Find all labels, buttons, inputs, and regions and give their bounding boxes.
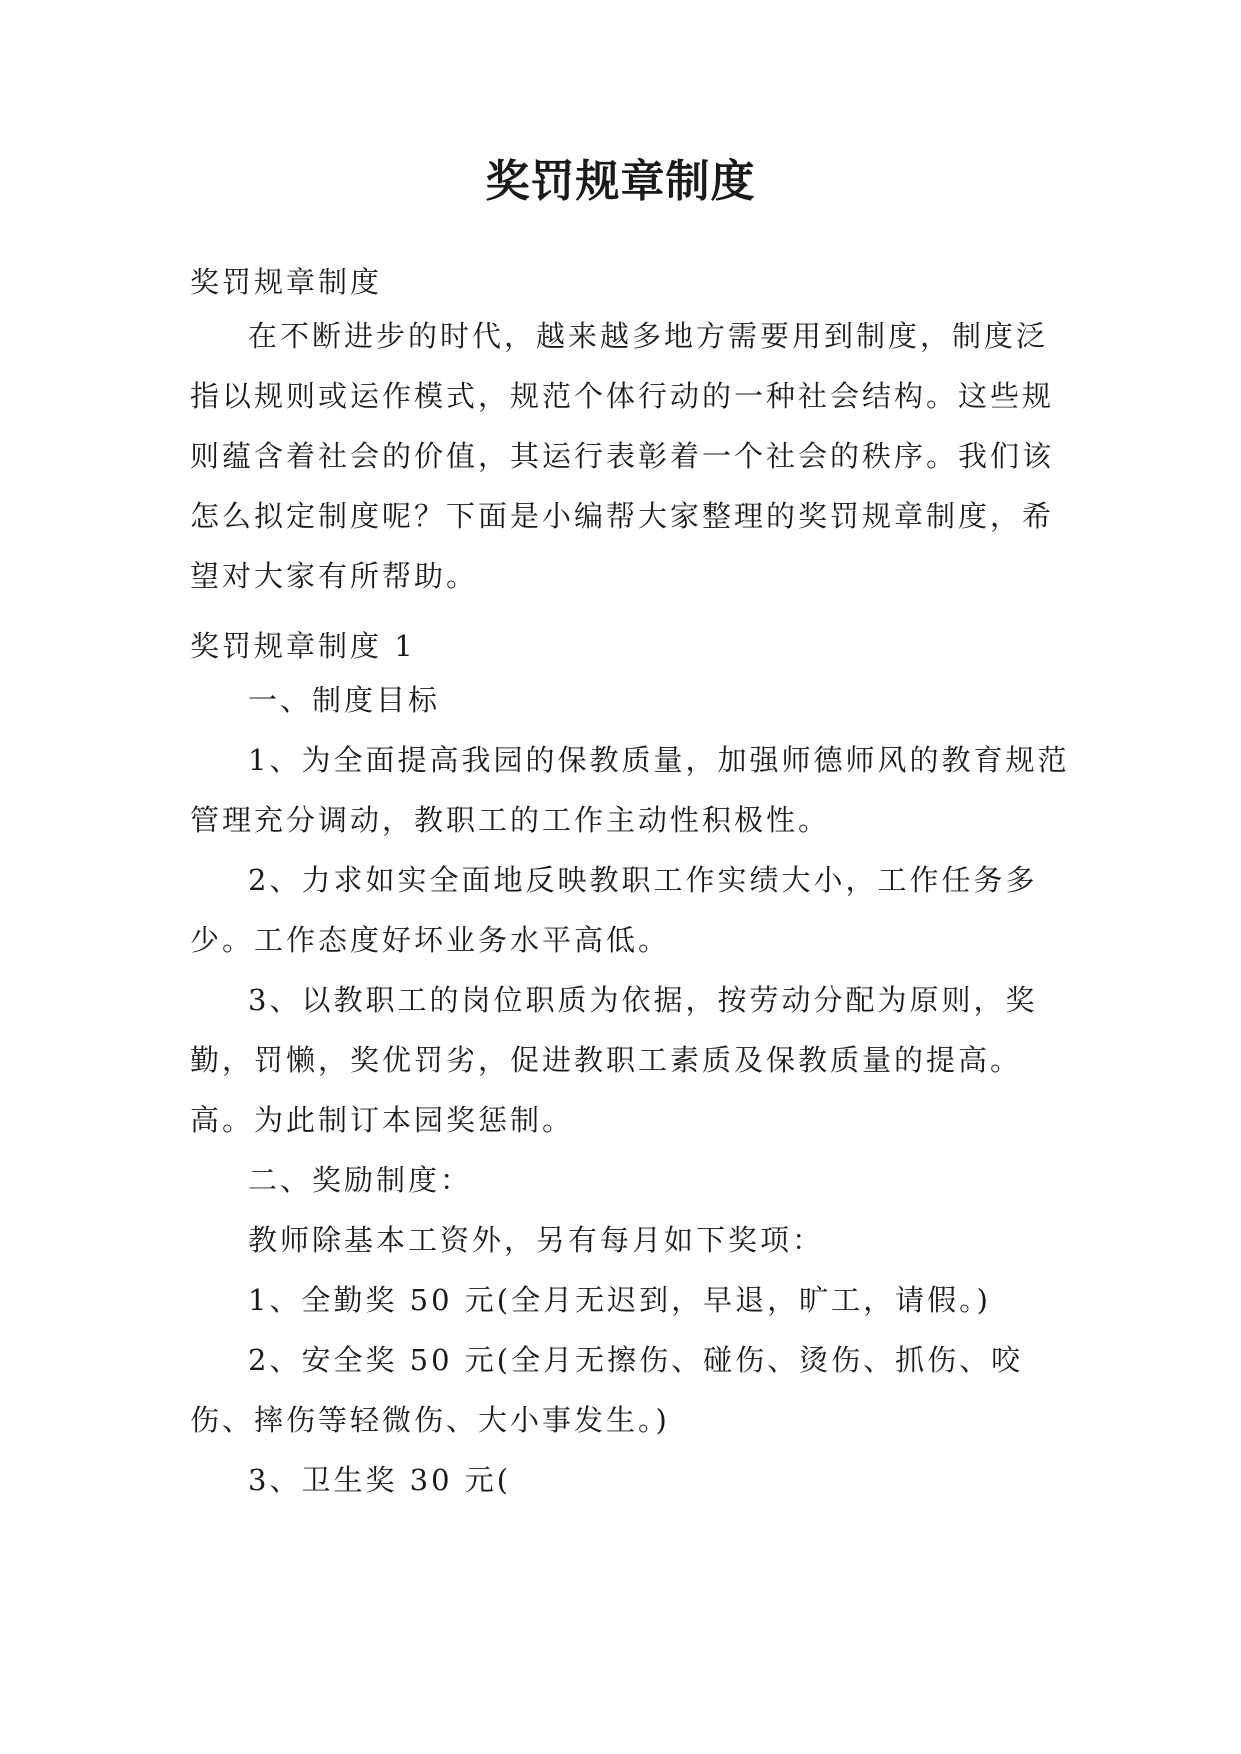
- part1-heading: 一、制度目标: [248, 683, 441, 717]
- goal-1: 1、为全面提高我园的保教质量，加强师德师风的教育规范管理充分调动，教职工的工作主动性积极性。: [190, 743, 1070, 837]
- goal-3: 3、以教职工的岗位职质为依据，按劳动分配为原则，奖勤，罚懒，奖优罚劣，促进教职工素质及保教质量的提高。高。为此制订本园奖惩制。: [190, 983, 1038, 1137]
- reward-intro: 教师除基本工资外，另有每月如下奖项：: [248, 1223, 825, 1257]
- section-body: [190, 670, 1070, 1510]
- goal-2: 2、力求如实全面地反映教职工作实绩大小，工作任务多少。工作态度好坏业务水平高低。: [190, 863, 1038, 957]
- part2-heading: 二、奖励制度：: [248, 1163, 473, 1197]
- subtitle-line: 奖罚规章制度: [190, 265, 383, 299]
- reward-2: 2、安全奖 50 元(全月无擦伤、碰伤、烫伤、抓伤、咬伤、摔伤等轻微伤、大小事发生。): [190, 1343, 1024, 1437]
- section-heading: 奖罚规章制度 1: [190, 629, 416, 663]
- reward-1: 1、全勤奖 50 元(全月无迟到，早退，旷工，请假。): [248, 1283, 991, 1317]
- document-title: 奖罚规章制度: [485, 156, 756, 207]
- intro-text: 在不断进步的时代，越来越多地方需要用到制度，制度泛指以规则或运作模式，规范个体行动的一种社会结构。这些规则蕴含着社会的价值，其运行表彰着一个社会的秩序。我们该怎么拟定制度呢？下面是小编帮大家整理的奖罚规章制度，希望对大家有所帮助。: [190, 319, 1055, 593]
- intro-paragraph: [190, 306, 1070, 606]
- reward-3: 3、卫生奖 30 元(: [248, 1463, 512, 1497]
